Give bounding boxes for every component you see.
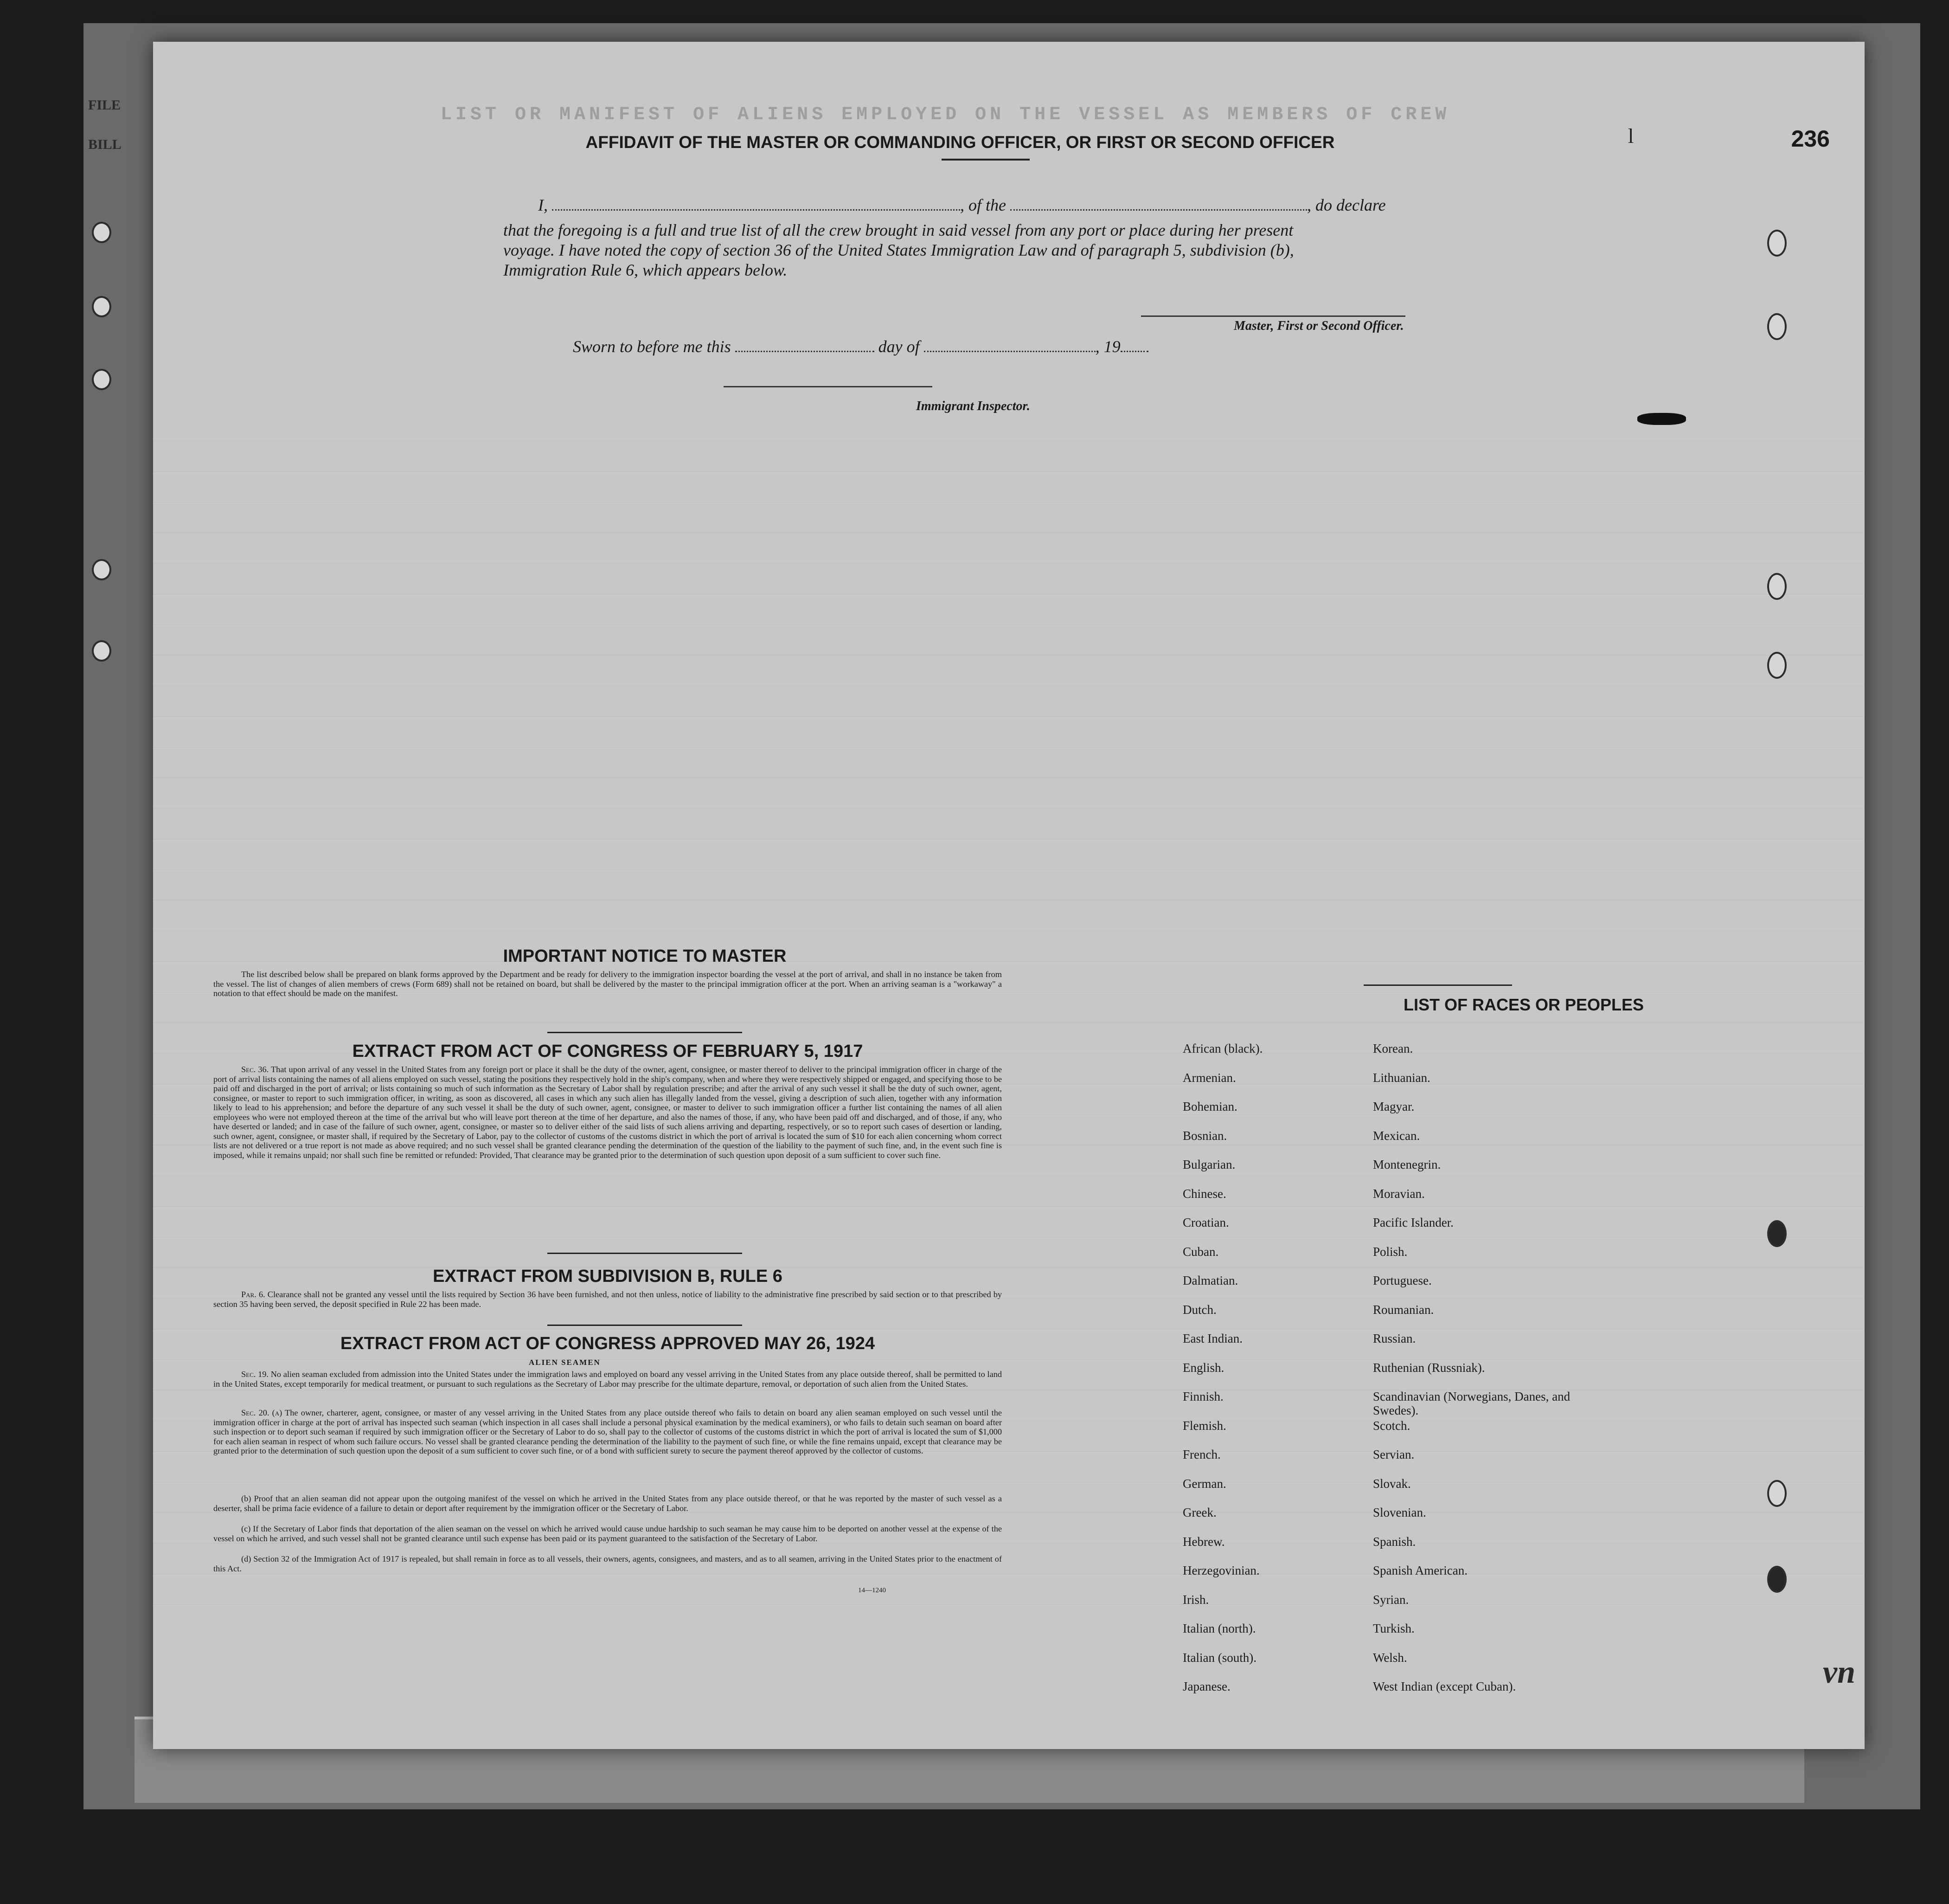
affidavit-do-declare: , do declare (1307, 196, 1386, 214)
punch-hole-dark (1767, 1220, 1787, 1247)
race-entry: Scandinavian (Norwegians, Danes, and Swedes). (1373, 1389, 1571, 1417)
race-entry: Lithuanian. (1373, 1070, 1430, 1085)
race-entry: Slovak. (1373, 1476, 1411, 1491)
inspector-signature-line (724, 386, 932, 387)
ruled-line (153, 1206, 1865, 1207)
race-entry: Russian. (1373, 1332, 1416, 1345)
race-entry: Slovenian. (1373, 1505, 1426, 1519)
ruled-line (153, 471, 1865, 472)
race-entry: Japanese. (1183, 1679, 1231, 1693)
ruled-line (153, 1359, 1865, 1360)
race-entry: Flemish. (1183, 1418, 1226, 1433)
extract-rule6-text (213, 1290, 1002, 1309)
race-entry: Spanish. (1373, 1534, 1416, 1549)
extract-1917-lead: Sec. 36. (241, 1065, 269, 1074)
punch-hole (1767, 573, 1787, 600)
extract-rule6-body: Clearance shall not be granted any vessel until the lists required by Section 36 have been furnished, and not then unless, notice of liability to the administrative fine prescribed by said section or to that prescribed by section 35 having been served, the deposit specified in Rule 22 has been made. (213, 1290, 1002, 1309)
margin-mark: FILE (88, 97, 121, 113)
race-entry: Italian (north). (1183, 1621, 1256, 1635)
master-signature-line (1141, 315, 1405, 317)
race-entry: Italian (south). (1183, 1650, 1257, 1665)
sec20a-body: The owner, charterer, agent, consignee, or master of any vessel arriving in the United States from any place outside thereof who fails to detain on board any alien seaman employed on such vessel until the immigration officer in charge at the port of arrival has inspected such seaman (which inspection in all cases shall include a personal physical examination by the medical examiners), or who fails to detain such seaman on board after such inspection or to deport such seaman if required by such immigration officer or the Secretary of Labor to do so, shall pay to the collector of customs of the customs district in which the port of arrival is located the sum of $1,000 for each alien seaman in respect of whom such failure occurs. No vessel shall be granted clearance pending the determination of the liability to the payment of such fine, or while the fine remains unpaid, except that clearance may be granted prior to the determination of such question upon the deposit of a sum sufficient to cover such fine, or of a bond with sufficient surety to secure the payment thereof approved by the collector of customs. (213, 1408, 1002, 1455)
sec20a-lead: Sec. 20. (a) (241, 1408, 282, 1417)
top-mark: l (1628, 125, 1634, 148)
sec19-body: No alien seaman excluded from admission into the United States under the immigration laws and employed on board any vessel arriving in the United States from any place outside thereof, shall be permitted to land in the United States, except temporarily for medical treatment, or pursuant to such regulations as the Secretary of Labor may prescribe for the ultimate departure, removal, or deportation of such alien from the United States. (213, 1370, 1002, 1389)
race-entry: Spanish American. (1373, 1563, 1468, 1577)
punch-hole-dark (1767, 1566, 1787, 1593)
race-entry: Irish. (1183, 1592, 1209, 1607)
punch-hole (1767, 1480, 1787, 1507)
master-caption: Master, First or Second Officer. (1234, 319, 1404, 333)
sworn-month-blank (924, 334, 1096, 352)
extract-1917-rule (547, 1253, 742, 1254)
race-entry: West Indian (except Cuban). (1373, 1679, 1516, 1693)
binder-hole (92, 222, 111, 243)
page-number: 236 (1791, 126, 1830, 152)
ruled-line (153, 655, 1865, 656)
sworn-day-blank (735, 334, 874, 352)
ruled-line (153, 624, 1865, 625)
extract-1924-sec20b: (b) Proof that an alien seaman did not appear upon the outgoing manifest of the vessel on which he arrived in the United States from any place outside thereof, or that he was reported by the master of such vessel as a deserter, shall be prima facie evidence of a failure to detain or deport after requirement by the immigration officer or the Secretary of Labor. (213, 1494, 1002, 1513)
punch-hole (1767, 230, 1787, 257)
sworn-year: , 19 (1095, 337, 1121, 356)
race-entry: Korean. (1373, 1042, 1413, 1055)
signature-scrawl: vn (1823, 1654, 1855, 1690)
race-entry: Chinese. (1183, 1186, 1226, 1201)
extract-1924-title: EXTRACT FROM ACT OF CONGRESS APPROVED MAY 26, 1924 (340, 1334, 875, 1353)
races-title: LIST OF RACES OR PEOPLES (1403, 995, 1644, 1014)
binder-hole (92, 296, 111, 317)
race-entry: Croatian. (1183, 1216, 1229, 1229)
race-entry: Portuguese. (1373, 1274, 1432, 1287)
affidavit-line-4: Immigration Rule 6, which appears below. (503, 261, 788, 279)
race-entry: Scotch. (1373, 1418, 1410, 1433)
extract-rule6-lead: Par. 6. (241, 1290, 265, 1299)
race-entry: African (black). (1183, 1042, 1263, 1055)
ruled-line (153, 808, 1865, 809)
race-entry: English. (1183, 1360, 1225, 1375)
binder-hole (92, 369, 111, 390)
inspector-caption: Immigrant Inspector. (916, 399, 1030, 413)
race-entry: Finnish. (1183, 1389, 1224, 1403)
manifest-page (153, 42, 1865, 1749)
sworn-year-blank (1121, 334, 1148, 352)
vessel-blank (1010, 193, 1307, 211)
extract-1917-text (213, 1065, 1002, 1160)
extract-1917-body: That upon arrival of any vessel in the United States from any foreign port or place it shall be the duty of the owner, agent, consignee, or master thereof to deliver to the principal immigration officer in charge of the port of arrival lists containing the names of all aliens employed on such vessel, stating the positions they respectively hold in the ship's company, when and where they were respectively shipped or engaged, and specifying those to be paid off and discharged in the port of arrival; or lists containing so much of such information as the Secretary of Labor shall by regulation prescribe; and after the arrival of any such vessel it shall be the duty of such owner, agent, consignee, or master to report to such immigration officer, in writing, as soon as discovered, all cases in which any such alien has illegally landed from the vessel, giving a description of such alien, together with any information likely to lead to his apprehension; and before the departure of any such vessel it shall be the duty of such owner, agent, consignee, or master to deliver to such immigration officer a further list containing the names of all alien employees who were not employed thereon at the time of the arrival but who will leave port thereon at the time of her departure, and also the names of those, if any, who have been paid off and discharged, and of those, if any, who have deserted or landed; and in case of the failure of such owner, agent, consignee, or master so to deliver either of the said lists of such aliens arriving and departing, respectively, or so to report such cases of desertion or landing, such owner, agent, consignee, or master shall, if required by the Secretary of Labor, pay to the collector of customs of the customs district in which the port of arrival is located the sum of $10 for each alien concerning whom correct lists are not delivered or a true report is not made as above required; and no such vessel shall be granted clearance pending the determination of the question of the liability to the payment of such fine, and, in the event such fine is imposed, while it remains unpaid; nor shall such fine be remitted or refunded: Provided, That clearance may be granted prior to the determination of such question upon deposit of a sum sufficient to cover such fine. (213, 1065, 1002, 1160)
race-entry: Roumanian. (1373, 1302, 1434, 1317)
bleed-through-header: LIST OR MANIFEST OF ALIENS EMPLOYED ON THE VESSEL AS MEMBERS OF CREW (441, 104, 1450, 125)
race-entry: Bosnian. (1183, 1128, 1227, 1143)
race-entry: Montenegrin. (1373, 1158, 1441, 1171)
race-entry: Magyar. (1373, 1100, 1415, 1113)
race-entry: German. (1183, 1476, 1226, 1491)
ruled-line (153, 563, 1865, 564)
race-entry: Pacific Islander. (1373, 1216, 1454, 1229)
races-rule (1364, 984, 1512, 986)
race-entry: Moravian. (1373, 1186, 1425, 1201)
notice-text: The list described below shall be prepared on blank forms approved by the Department and be ready for delivery to the immigration inspector boarding the vessel at the port of arrival, and shall in no instance be taken from the vessel. The list of changes of alien members of crews (Form 689) shall not be retained on board, but shall be delivered by the master to the principal immigration officer at the port. When an arriving seaman is a "workaway" a notation to that effect should be made on the manifest. (213, 970, 1002, 998)
race-entry: Cuban. (1183, 1244, 1219, 1259)
extract-1924-sec20a (213, 1408, 1002, 1456)
race-entry: Herzegovinian. (1183, 1563, 1260, 1577)
race-entry: Dalmatian. (1183, 1274, 1238, 1287)
name-blank (552, 193, 960, 211)
extract-1924-sec20d: (d) Section 32 of the Immigration Act of 1917 is repealed, but shall remain in force as to all vessels, their owners, agents, consignees, and masters, and as to all seamen, arriving in the United States prior to the enactment of this Act. (213, 1554, 1002, 1573)
binder-hole (92, 559, 111, 580)
punch-hole (1767, 652, 1787, 679)
margin-mark: BILL (88, 137, 122, 152)
race-entry: Hebrew. (1183, 1534, 1225, 1549)
affidavit-line-3: voyage. I have noted the copy of section 36 of the United States Immigration Law and of paragraph 5, subdivision (b), (503, 241, 1294, 259)
ruled-line (153, 716, 1865, 717)
affidavit-line-1 (538, 193, 1386, 215)
sworn-prefix: Sworn to before me this (573, 337, 731, 356)
race-entry: Servian. (1373, 1447, 1415, 1461)
race-entry: French. (1183, 1447, 1221, 1461)
race-entry: Ruthenian (Russniak). (1373, 1360, 1485, 1375)
race-entry: Armenian. (1183, 1070, 1236, 1085)
notice-title: IMPORTANT NOTICE TO MASTER (503, 946, 787, 966)
race-entry: Dutch. (1183, 1302, 1217, 1317)
affidavit-title: AFFIDAVIT OF THE MASTER OR COMMANDING OFFICER, OR FIRST OR SECOND OFFICER (585, 133, 1335, 152)
affidavit-i: I, (538, 196, 548, 214)
ruled-line (153, 1604, 1865, 1605)
title-rule (942, 159, 1030, 161)
punch-hole (1767, 313, 1787, 340)
race-entry: East Indian. (1183, 1332, 1243, 1345)
extract-1924-sec20c: (c) If the Secretary of Labor finds that deportation of the alien seaman on the vessel on which he arrived would cause undue hardship to such seaman he may cause him to be deported on another vessel at the expense of the vessel on which he arrived, and such vessel shall not be granted clearance until such expense has been paid or its payment guaranteed to the satisfaction of the Secretary of Labor. (213, 1524, 1002, 1543)
ruled-line (153, 1543, 1865, 1544)
ink-blot (1637, 413, 1686, 425)
notice-rule (547, 1032, 742, 1033)
race-entry: Greek. (1183, 1505, 1217, 1519)
race-entry: Welsh. (1373, 1650, 1407, 1665)
race-entry: Turkish. (1373, 1621, 1415, 1635)
sworn-line (573, 334, 1148, 356)
extract-rule6-title: EXTRACT FROM SUBDIVISION B, RULE 6 (433, 1267, 782, 1286)
race-entry: Bohemian. (1183, 1100, 1237, 1113)
form-number: 14—1240 (858, 1587, 886, 1594)
extract-1924-subtitle: ALIEN SEAMEN (529, 1358, 601, 1367)
race-entry: Mexican. (1373, 1128, 1420, 1143)
race-entry: Bulgarian. (1183, 1158, 1236, 1171)
affidavit-line-2: that the foregoing is a full and true list of all the crew brought in said vessel from any port or place during her present (503, 221, 1294, 239)
ruled-line (153, 900, 1865, 901)
extract-rule6-rule (547, 1325, 742, 1326)
sec19-lead: Sec. 19. (241, 1370, 269, 1379)
ruled-line (153, 869, 1865, 870)
binder-hole (92, 640, 111, 662)
affidavit-of-the: , of the (960, 196, 1006, 214)
extract-1924-sec19 (213, 1370, 1002, 1389)
race-entry: Syrian. (1373, 1592, 1409, 1607)
sworn-day-of: day of (878, 337, 920, 356)
extract-1917-title: EXTRACT FROM ACT OF CONGRESS OF FEBRUARY 5, 1917 (352, 1042, 863, 1061)
race-entry: Polish. (1373, 1244, 1408, 1259)
